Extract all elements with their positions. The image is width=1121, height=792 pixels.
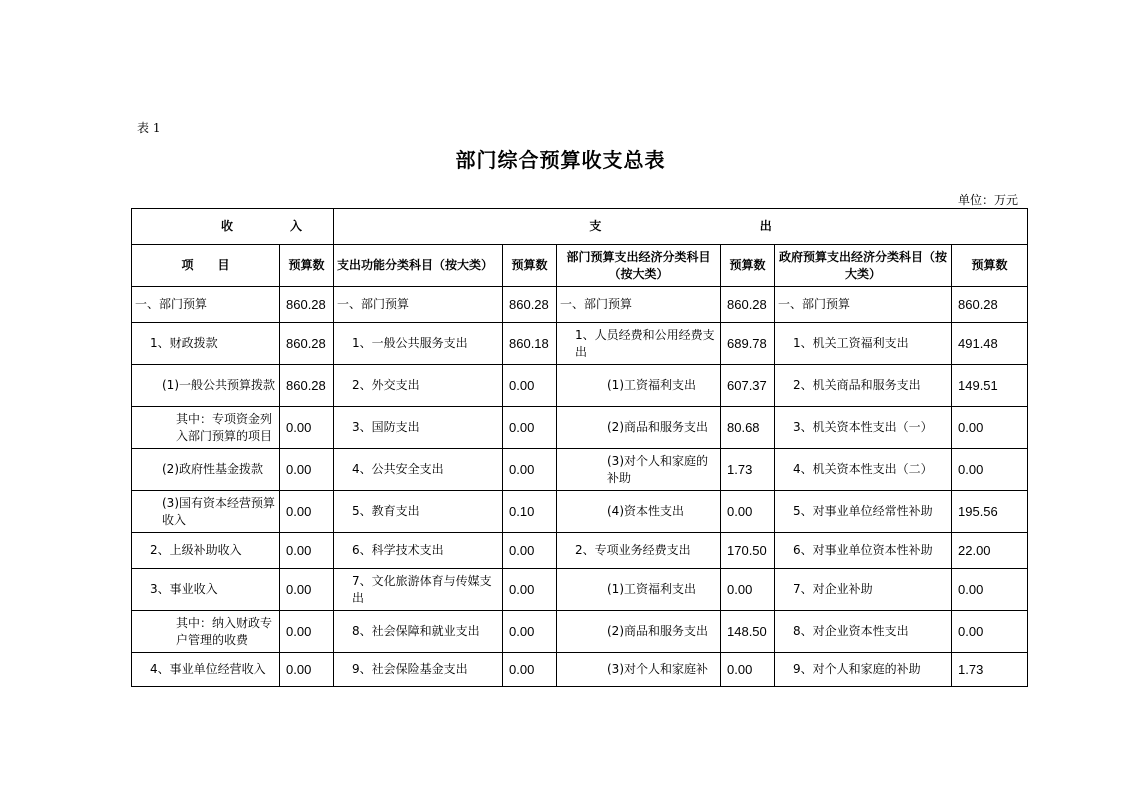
col-header-gov-econ-class: 政府预算支出经济分类科目（按大类） — [775, 245, 952, 287]
gov-econ-amount: 22.00 — [952, 533, 1028, 569]
func-amount: 0.00 — [503, 533, 557, 569]
dept-econ-item: 2、专项业务经费支出 — [557, 533, 721, 569]
dept-econ-item: (2)商品和服务支出 — [557, 407, 721, 449]
func-amount: 0.00 — [503, 653, 557, 687]
table-row — [132, 365, 1028, 407]
table-label: 表 1 — [137, 121, 161, 135]
col-header-dept-econ-class: 部门预算支出经济分类科目（按大类） — [557, 245, 721, 287]
income-item: 4、事业单位经营收入 — [132, 653, 280, 687]
page-title: 部门综合预算收支总表 — [455, 148, 666, 172]
income-item: 其中：纳入财政专户管理的收费 — [132, 611, 280, 653]
income-item: (3)国有资本经营预算收入 — [132, 491, 280, 533]
dept-econ-item: (1)工资福利支出 — [557, 569, 721, 611]
income-item: 其中：专项资金列入部门预算的项目 — [132, 407, 280, 449]
gov-econ-amount: 0.00 — [952, 407, 1028, 449]
func-amount: 860.18 — [503, 323, 557, 365]
func-item: 8、社会保障和就业支出 — [334, 611, 503, 653]
gov-econ-item: 5、对事业单位经常性补助 — [775, 491, 952, 533]
income-item: 一、部门预算 — [132, 287, 280, 323]
dept-econ-item: 一、部门预算 — [557, 287, 721, 323]
gov-econ-item: 9、对个人和家庭的补助 — [775, 653, 952, 687]
gov-econ-item: 8、对企业资本性支出 — [775, 611, 952, 653]
income-amount: 0.00 — [280, 569, 334, 611]
table-row — [132, 491, 1028, 533]
gov-econ-amount: 195.56 — [952, 491, 1028, 533]
income-amount: 860.28 — [280, 365, 334, 407]
col-header-func-class: 支出功能分类科目（按大类） — [334, 245, 503, 287]
dept-econ-amount: 860.28 — [721, 287, 775, 323]
gov-econ-amount: 0.00 — [952, 569, 1028, 611]
func-item: 6、科学技术支出 — [334, 533, 503, 569]
gov-econ-amount: 491.48 — [952, 323, 1028, 365]
income-item: 3、事业收入 — [132, 569, 280, 611]
col-header-budget-1: 预算数 — [280, 245, 334, 287]
col-header-budget-3: 预算数 — [721, 245, 775, 287]
gov-econ-item: 一、部门预算 — [775, 287, 952, 323]
gov-econ-amount: 149.51 — [952, 365, 1028, 407]
dept-econ-item: (2)商品和服务支出 — [557, 611, 721, 653]
dept-econ-amount: 0.00 — [721, 653, 775, 687]
table-row — [132, 449, 1028, 491]
gov-econ-item: 2、机关商品和服务支出 — [775, 365, 952, 407]
header-row-columns — [132, 245, 1028, 287]
income-amount: 860.28 — [280, 323, 334, 365]
table-row — [132, 407, 1028, 449]
dept-econ-item: (3)对个人和家庭的补助 — [557, 449, 721, 491]
income-header — [132, 209, 334, 245]
dept-econ-item: (1)工资福利支出 — [557, 365, 721, 407]
income-header-char-2: 入 — [289, 219, 302, 233]
col-header-budget-2: 预算数 — [503, 245, 557, 287]
income-amount: 0.00 — [280, 407, 334, 449]
header-row-top — [132, 209, 1028, 245]
table-row — [132, 287, 1028, 323]
gov-econ-amount: 860.28 — [952, 287, 1028, 323]
func-item: 1、一般公共服务支出 — [334, 323, 503, 365]
income-amount: 0.00 — [280, 611, 334, 653]
func-item: 2、外交支出 — [334, 365, 503, 407]
func-amount: 0.00 — [503, 407, 557, 449]
expense-header — [334, 209, 1028, 245]
col-header-item: 项 目 — [132, 245, 280, 287]
gov-econ-amount: 0.00 — [952, 611, 1028, 653]
income-amount: 0.00 — [280, 491, 334, 533]
func-item: 9、社会保险基金支出 — [334, 653, 503, 687]
dept-econ-amount: 0.00 — [721, 491, 775, 533]
func-amount: 860.28 — [503, 287, 557, 323]
income-item: (1)一般公共预算拨款 — [132, 365, 280, 407]
income-header-char-1: 收 — [220, 219, 233, 233]
func-amount: 0.00 — [503, 365, 557, 407]
dept-econ-amount: 607.37 — [721, 365, 775, 407]
gov-econ-item: 6、对事业单位资本性补助 — [775, 533, 952, 569]
gov-econ-amount: 0.00 — [952, 449, 1028, 491]
func-amount: 0.10 — [503, 491, 557, 533]
func-amount: 0.00 — [503, 449, 557, 491]
dept-econ-item: 1、人员经费和公用经费支出 — [557, 323, 721, 365]
func-item: 5、教育支出 — [334, 491, 503, 533]
gov-econ-item: 3、机关资本性支出（一） — [775, 407, 952, 449]
dept-econ-item: (4)资本性支出 — [557, 491, 721, 533]
gov-econ-item: 7、对企业补助 — [775, 569, 952, 611]
dept-econ-amount: 170.50 — [721, 533, 775, 569]
dept-econ-amount: 1.73 — [721, 449, 775, 491]
func-amount: 0.00 — [503, 569, 557, 611]
func-item: 3、国防支出 — [334, 407, 503, 449]
gov-econ-item: 4、机关资本性支出（二） — [775, 449, 952, 491]
func-amount: 0.00 — [503, 611, 557, 653]
budget-table — [131, 208, 1028, 687]
table-row — [132, 653, 1028, 687]
income-item: 1、财政拨款 — [132, 323, 280, 365]
income-amount: 0.00 — [280, 653, 334, 687]
func-item: 7、文化旅游体育与传媒支出 — [334, 569, 503, 611]
dept-econ-amount: 80.68 — [721, 407, 775, 449]
income-amount: 0.00 — [280, 449, 334, 491]
dept-econ-item: (3)对个人和家庭补 — [557, 653, 721, 687]
gov-econ-amount: 1.73 — [952, 653, 1028, 687]
expense-header-char-1: 支 — [589, 219, 602, 233]
func-item: 4、公共安全支出 — [334, 449, 503, 491]
dept-econ-amount: 689.78 — [721, 323, 775, 365]
unit-label: 单位：万元 — [958, 193, 1019, 207]
expense-header-char-2: 出 — [759, 219, 772, 233]
table-row — [132, 611, 1028, 653]
gov-econ-item: 1、机关工资福利支出 — [775, 323, 952, 365]
income-amount: 0.00 — [280, 533, 334, 569]
dept-econ-amount: 0.00 — [721, 569, 775, 611]
table-row — [132, 323, 1028, 365]
table-row — [132, 533, 1028, 569]
table-row — [132, 569, 1028, 611]
income-item: 2、上级补助收入 — [132, 533, 280, 569]
col-header-budget-4: 预算数 — [952, 245, 1028, 287]
income-amount: 860.28 — [280, 287, 334, 323]
income-item: (2)政府性基金拨款 — [132, 449, 280, 491]
dept-econ-amount: 148.50 — [721, 611, 775, 653]
func-item: 一、部门预算 — [334, 287, 503, 323]
